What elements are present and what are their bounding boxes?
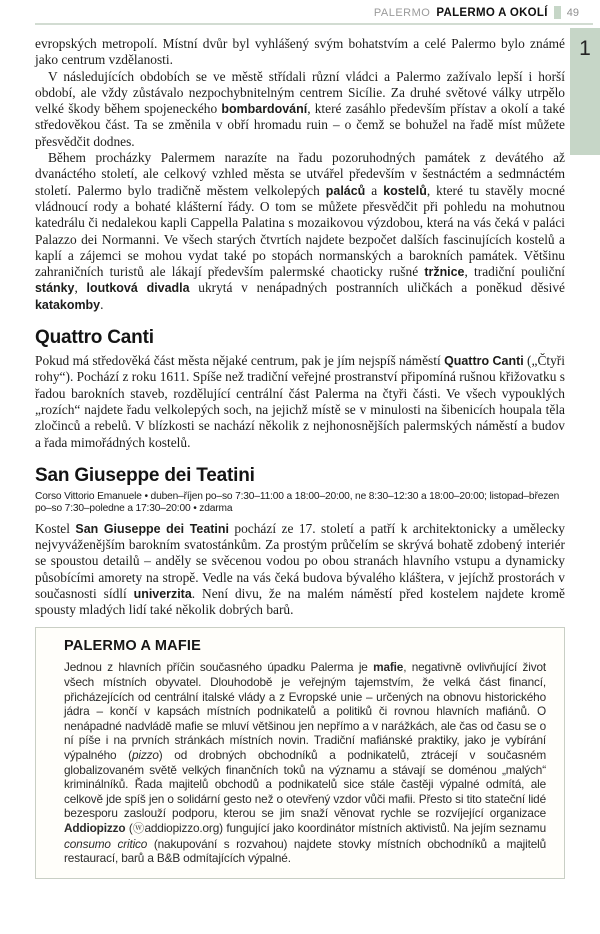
text-run: , které zasáhlo především přístav a okolí a také středověkou část. Ta se změnila v obří hromadu ruin – o čemž se bohužel na řadě míst můžete přesvědčit dodnes.	[35, 101, 566, 149]
page-number: 49	[566, 6, 579, 19]
text-run: Addiopizzo	[64, 820, 126, 835]
section-paragraph-quattro-canti	[35, 353, 565, 451]
header-section-label: PALERMO	[373, 6, 431, 19]
intro-paragraph-2	[35, 69, 565, 150]
text-run: consumo critico	[64, 836, 148, 851]
text-run: paláců	[325, 183, 366, 198]
text-run: (nakupování s rozvahou) najdete stovky místních obchodníků a majitelů restaurací, barů a B&B odmítajících výpalné.	[64, 836, 546, 866]
section-heading-quattro-canti: Quattro Canti	[35, 327, 154, 349]
chapter-tab-number: 1	[579, 37, 591, 60]
text-run: , které tu stavěly mocné vládnoucí rody a bohaté klášterní řády. O tom se můžete přesvědčit při pohledu na mohutnou katedrálu či nedalekou kapli Cappella Palatina s mozaikovou výzdobou, která na vás čeká v paláci Palazzo dei Normanni. Ve všech starých čtvrtích najdete bezpočet dalších fascinujících kostelů a kaplí a zájemci se mohou vydat také po stopách normanských a barokních památek. Většinu zahraničních turistů ale lákají především palermské chaoticky rušné	[35, 182, 565, 280]
practical-info-line: Corso Vittorio Emanuele • duben–říjen po–so 7:30–11:00 a 18:00–20:00, ne 8:30–12:30 a 18:00–20:00; listopad–březen po–so 7:30–poledne a 17:30–20:00 • zdarma	[35, 490, 560, 515]
page-header	[35, 5, 593, 25]
infobox-body	[64, 660, 546, 865]
infobox-palermo-a-mafie	[35, 627, 565, 878]
text-run: .	[100, 296, 104, 312]
header-accent-bar	[554, 6, 561, 19]
text-run: ,	[74, 280, 87, 296]
text-run: V následujících obdobích se ve městě střídali různí vládci a Palermo zažívalo lepší i horší období, ale vždy zůstávalo nezpochybnitelným centrem Sicílie. Za druhé světové války utrpělo velké škody během spojeneckého	[35, 68, 565, 117]
text-run: ) od drobných obchodníků a podnikatelů, ztrácejí v současném globalizovaném světě velkých finančních toků na významu a stávají se doménou „malých“ kriminálníků. Řada majitelů obchodů a podnikatelů sice stále častěji výpalné odmítá, ale celkově jde spíš jen o solidární gesto než o otevřený vzdor vůči mafii. Přesto si tito stateční lidé bezesporu zaslouží podporu, kterou se jim snaží věnovat rychle se rozvíjející organizace	[64, 747, 546, 821]
text-run: ukrytá v nenápadných postranních uličkách a poněkud děsivé	[189, 280, 565, 296]
text-run: Quattro Canti	[444, 354, 524, 369]
text-run: katakomby	[35, 297, 101, 312]
infobox-heading: PALERMO A MAFIE	[64, 638, 201, 655]
text-run: Pokud má středověká část města nějaké centrum, pak je jím nejspíš náměstí	[35, 353, 445, 369]
text-run: evropských metropolí. Místní dvůr byl vyhlášený svým bohatstvím a celé Palermo bylo známé jako centrum vzdělanosti.	[35, 36, 565, 68]
text-run: Kostel	[35, 520, 76, 536]
text-run: mafie	[373, 660, 404, 675]
text-run: Během procházky Palermem narazíte na řadu pozoruhodných památek z devátého až dvanáctého století, ale celkový vzhled města se utvářel především v šestnáctém a sedmnáctém století. Palermo bylo tradičně městem velkolepých	[35, 150, 565, 198]
text-run: . Není divu, že na malém náměstí před kostelem najdete kromě spousty mladých lidí také několik dobrých barů.	[35, 585, 565, 618]
text-run: loutková divadla	[86, 281, 190, 296]
text-run: , tradiční pouliční	[464, 264, 565, 280]
intro-paragraph-3	[35, 150, 565, 313]
intro-paragraph-1	[35, 36, 565, 69]
section-heading-san-giuseppe: San Giuseppe dei Teatini	[35, 464, 255, 486]
text-run: Jednou z hlavních příčin současného úpadku Palerma je	[64, 660, 374, 675]
text-run: , negativně ovlivňující život všech místních obyvatel. Dlouhodobě je veřejným tajemstvím, že velká část financí, přicházejících od centrální italské vlády a z Evropské unie – určených na obnovu historického jádra – končí v kapsách místních podnikatelů a politiků či rovnou hlavních mafiánů. O nenápadné nadvládě mafie se mluví většinou jen nepřímo a v narážkách, ale čas od času se o ní píše i na prvních stránkách místních novin. Tradiční mafiánské praktiky, jako je vybírání výpalného (	[64, 660, 546, 762]
text-run: pizzo	[131, 747, 159, 762]
section-paragraph-san-giuseppe	[35, 521, 565, 619]
website-icon: ⓦ	[132, 821, 145, 835]
text-column	[35, 36, 565, 879]
text-run: a	[365, 182, 384, 198]
text-run: kostelů	[383, 183, 427, 198]
running-head	[35, 5, 593, 20]
text-run: univerzita	[133, 586, 192, 601]
header-title: PALERMO A OKOLÍ	[436, 6, 548, 19]
text-run: („Čtyři rohy“). Pochází z roku 1611. Spíše než tradiční veřejné prostranství připomíná rušnou křižovatku s řadou barokních staveb, rozdělující centrální část Palerma na čtyři části. Ve všech vypouklých „rozích“ najdete řadu velkolepých soch, na jejichž místě se v minulosti na šibenicích houpala těla zločinců a rebelů. V blízkosti se nachází několik z nejhonosnějších palermských náměstí a budov a řada mimořádných kostelů.	[35, 353, 565, 450]
text-run: pochází ze 17. století a patří k architektonicky a umělecky nejvyváženějším barokním svatostánkům. Za prostým průčelím se skrývá bohatě zdobený interiér se spoustou detailů – anděly se svěcenou vodou po obou stranách hlavního vstupu a dynamicky působícími amorety na stropě. Vedle na vás čeká budova bývalého kláštera, v jejíchž prostorách v současnosti sídlí	[35, 520, 565, 601]
text-run: San Giuseppe dei Teatini	[75, 521, 229, 536]
text-run: addiopizzo.org) fungující jako koordinátor místních aktivistů. Na jejím seznamu	[144, 820, 546, 835]
text-run: bombardování	[221, 102, 308, 117]
text-run: stánky	[35, 281, 75, 296]
text-run: (	[125, 820, 133, 835]
header-rule	[35, 23, 593, 25]
chapter-tab	[570, 28, 600, 155]
text-run: tržnice	[424, 265, 465, 280]
